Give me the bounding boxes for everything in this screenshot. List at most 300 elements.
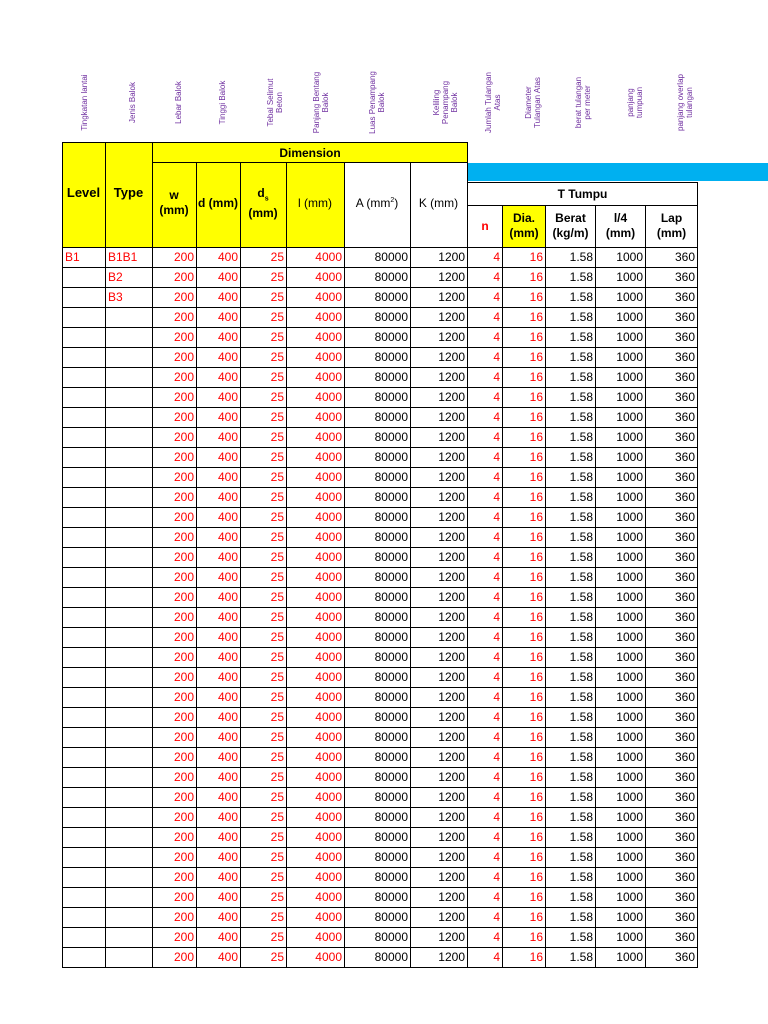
lap-cell[interactable]: 360: [646, 587, 698, 607]
l4-cell[interactable]: 1000: [596, 267, 646, 287]
berat-cell[interactable]: 1.58: [546, 387, 596, 407]
level-cell[interactable]: [63, 887, 106, 907]
type-cell[interactable]: [106, 887, 153, 907]
berat-cell[interactable]: 1.58: [546, 327, 596, 347]
K-cell[interactable]: 1200: [411, 287, 468, 307]
l-cell[interactable]: 4000: [287, 807, 345, 827]
lap-cell[interactable]: 360: [646, 907, 698, 927]
d-cell[interactable]: 400: [197, 427, 241, 447]
n-cell[interactable]: 4: [468, 327, 503, 347]
lap-cell[interactable]: 360: [646, 567, 698, 587]
dia-cell[interactable]: 16: [503, 947, 546, 967]
n-cell[interactable]: 4: [468, 247, 503, 267]
level-cell[interactable]: [63, 927, 106, 947]
A-cell[interactable]: 80000: [345, 767, 411, 787]
w-cell[interactable]: 200: [153, 367, 197, 387]
K-cell[interactable]: 1200: [411, 247, 468, 267]
berat-cell[interactable]: 1.58: [546, 787, 596, 807]
type-cell[interactable]: [106, 327, 153, 347]
ds-cell[interactable]: 25: [241, 627, 287, 647]
type-cell[interactable]: [106, 907, 153, 927]
l4-cell[interactable]: 1000: [596, 287, 646, 307]
ds-cell[interactable]: 25: [241, 827, 287, 847]
l4-cell[interactable]: 1000: [596, 707, 646, 727]
n-cell[interactable]: 4: [468, 887, 503, 907]
lap-cell[interactable]: 360: [646, 307, 698, 327]
A-cell[interactable]: 80000: [345, 647, 411, 667]
type-cell[interactable]: [106, 547, 153, 567]
lap-cell[interactable]: 360: [646, 767, 698, 787]
berat-cell[interactable]: 1.58: [546, 507, 596, 527]
dia-cell[interactable]: 16: [503, 747, 546, 767]
lap-cell[interactable]: 360: [646, 527, 698, 547]
ds-cell[interactable]: 25: [241, 587, 287, 607]
ds-cell[interactable]: 25: [241, 447, 287, 467]
A-cell[interactable]: 80000: [345, 247, 411, 267]
lap-cell[interactable]: 360: [646, 687, 698, 707]
dia-cell[interactable]: 16: [503, 347, 546, 367]
dia-cell[interactable]: 16: [503, 727, 546, 747]
K-cell[interactable]: 1200: [411, 767, 468, 787]
l-cell[interactable]: 4000: [287, 747, 345, 767]
d-cell[interactable]: 400: [197, 327, 241, 347]
l-cell[interactable]: 4000: [287, 847, 345, 867]
ds-cell[interactable]: 25: [241, 747, 287, 767]
level-cell[interactable]: [63, 327, 106, 347]
w-cell[interactable]: 200: [153, 787, 197, 807]
w-cell[interactable]: 200: [153, 587, 197, 607]
d-cell[interactable]: 400: [197, 707, 241, 727]
w-cell[interactable]: 200: [153, 807, 197, 827]
berat-cell[interactable]: 1.58: [546, 567, 596, 587]
berat-cell[interactable]: 1.58: [546, 807, 596, 827]
level-cell[interactable]: [63, 307, 106, 327]
dia-cell[interactable]: 16: [503, 827, 546, 847]
A-cell[interactable]: 80000: [345, 407, 411, 427]
level-cell[interactable]: [63, 467, 106, 487]
berat-cell[interactable]: 1.58: [546, 827, 596, 847]
lap-cell[interactable]: 360: [646, 707, 698, 727]
l4-cell[interactable]: 1000: [596, 767, 646, 787]
l-cell[interactable]: 4000: [287, 867, 345, 887]
l4-cell[interactable]: 1000: [596, 727, 646, 747]
d-cell[interactable]: 400: [197, 507, 241, 527]
dia-cell[interactable]: 16: [503, 707, 546, 727]
A-cell[interactable]: 80000: [345, 787, 411, 807]
l4-cell[interactable]: 1000: [596, 307, 646, 327]
A-cell[interactable]: 80000: [345, 687, 411, 707]
dia-cell[interactable]: 16: [503, 407, 546, 427]
l-cell[interactable]: 4000: [287, 367, 345, 387]
dia-cell[interactable]: 16: [503, 387, 546, 407]
dia-cell[interactable]: 16: [503, 447, 546, 467]
l4-cell[interactable]: 1000: [596, 787, 646, 807]
w-cell[interactable]: 200: [153, 447, 197, 467]
A-cell[interactable]: 80000: [345, 467, 411, 487]
berat-cell[interactable]: 1.58: [546, 727, 596, 747]
berat-cell[interactable]: 1.58: [546, 607, 596, 627]
l-cell[interactable]: 4000: [287, 787, 345, 807]
A-cell[interactable]: 80000: [345, 947, 411, 967]
l-cell[interactable]: 4000: [287, 387, 345, 407]
l-cell[interactable]: 4000: [287, 327, 345, 347]
A-cell[interactable]: 80000: [345, 587, 411, 607]
ds-cell[interactable]: 25: [241, 367, 287, 387]
w-cell[interactable]: 200: [153, 527, 197, 547]
lap-cell[interactable]: 360: [646, 287, 698, 307]
level-cell[interactable]: [63, 267, 106, 287]
ds-cell[interactable]: 25: [241, 527, 287, 547]
type-cell[interactable]: B3: [106, 287, 153, 307]
level-cell[interactable]: [63, 627, 106, 647]
n-cell[interactable]: 4: [468, 447, 503, 467]
type-cell[interactable]: [106, 507, 153, 527]
dia-cell[interactable]: 16: [503, 367, 546, 387]
level-cell[interactable]: [63, 827, 106, 847]
level-cell[interactable]: [63, 507, 106, 527]
l4-cell[interactable]: 1000: [596, 747, 646, 767]
berat-cell[interactable]: 1.58: [546, 447, 596, 467]
d-cell[interactable]: 400: [197, 607, 241, 627]
d-cell[interactable]: 400: [197, 527, 241, 547]
l4-cell[interactable]: 1000: [596, 887, 646, 907]
ds-cell[interactable]: 25: [241, 787, 287, 807]
ds-cell[interactable]: 25: [241, 387, 287, 407]
type-cell[interactable]: [106, 467, 153, 487]
l4-cell[interactable]: 1000: [596, 547, 646, 567]
berat-cell[interactable]: 1.58: [546, 367, 596, 387]
l-cell[interactable]: 4000: [287, 827, 345, 847]
K-cell[interactable]: 1200: [411, 847, 468, 867]
w-cell[interactable]: 200: [153, 547, 197, 567]
A-cell[interactable]: 80000: [345, 527, 411, 547]
type-cell[interactable]: [106, 587, 153, 607]
level-cell[interactable]: [63, 607, 106, 627]
level-cell[interactable]: [63, 787, 106, 807]
n-cell[interactable]: 4: [468, 347, 503, 367]
l-cell[interactable]: 4000: [287, 547, 345, 567]
ds-cell[interactable]: 25: [241, 507, 287, 527]
type-cell[interactable]: [106, 447, 153, 467]
l4-cell[interactable]: 1000: [596, 487, 646, 507]
l-cell[interactable]: 4000: [287, 667, 345, 687]
K-cell[interactable]: 1200: [411, 467, 468, 487]
dia-cell[interactable]: 16: [503, 907, 546, 927]
berat-cell[interactable]: 1.58: [546, 687, 596, 707]
n-cell[interactable]: 4: [468, 507, 503, 527]
lap-cell[interactable]: 360: [646, 827, 698, 847]
d-cell[interactable]: 400: [197, 847, 241, 867]
w-cell[interactable]: 200: [153, 867, 197, 887]
d-cell[interactable]: 400: [197, 287, 241, 307]
l-cell[interactable]: 4000: [287, 347, 345, 367]
l-cell[interactable]: 4000: [287, 447, 345, 467]
w-cell[interactable]: 200: [153, 307, 197, 327]
A-cell[interactable]: 80000: [345, 707, 411, 727]
l-cell[interactable]: 4000: [287, 607, 345, 627]
lap-cell[interactable]: 360: [646, 747, 698, 767]
K-cell[interactable]: 1200: [411, 347, 468, 367]
l4-cell[interactable]: 1000: [596, 827, 646, 847]
K-cell[interactable]: 1200: [411, 907, 468, 927]
lap-cell[interactable]: 360: [646, 607, 698, 627]
K-cell[interactable]: 1200: [411, 827, 468, 847]
n-cell[interactable]: 4: [468, 607, 503, 627]
l4-cell[interactable]: 1000: [596, 407, 646, 427]
berat-cell[interactable]: 1.58: [546, 307, 596, 327]
n-cell[interactable]: 4: [468, 367, 503, 387]
A-cell[interactable]: 80000: [345, 327, 411, 347]
berat-cell[interactable]: 1.58: [546, 887, 596, 907]
ds-cell[interactable]: 25: [241, 807, 287, 827]
w-cell[interactable]: 200: [153, 747, 197, 767]
n-cell[interactable]: 4: [468, 287, 503, 307]
w-cell[interactable]: 200: [153, 907, 197, 927]
d-cell[interactable]: 400: [197, 627, 241, 647]
n-cell[interactable]: 4: [468, 787, 503, 807]
K-cell[interactable]: 1200: [411, 667, 468, 687]
w-cell[interactable]: 200: [153, 947, 197, 967]
l-cell[interactable]: 4000: [287, 567, 345, 587]
l4-cell[interactable]: 1000: [596, 427, 646, 447]
d-cell[interactable]: 400: [197, 247, 241, 267]
w-cell[interactable]: 200: [153, 627, 197, 647]
level-cell[interactable]: [63, 387, 106, 407]
berat-cell[interactable]: 1.58: [546, 487, 596, 507]
l4-cell[interactable]: 1000: [596, 347, 646, 367]
A-cell[interactable]: 80000: [345, 927, 411, 947]
dia-cell[interactable]: 16: [503, 667, 546, 687]
dia-cell[interactable]: 16: [503, 867, 546, 887]
type-cell[interactable]: [106, 747, 153, 767]
ds-cell[interactable]: 25: [241, 287, 287, 307]
l4-cell[interactable]: 1000: [596, 327, 646, 347]
K-cell[interactable]: 1200: [411, 427, 468, 447]
w-cell[interactable]: 200: [153, 647, 197, 667]
level-cell[interactable]: [63, 407, 106, 427]
lap-cell[interactable]: 360: [646, 467, 698, 487]
K-cell[interactable]: 1200: [411, 687, 468, 707]
A-cell[interactable]: 80000: [345, 607, 411, 627]
l-cell[interactable]: 4000: [287, 267, 345, 287]
l-cell[interactable]: 4000: [287, 707, 345, 727]
ds-cell[interactable]: 25: [241, 347, 287, 367]
A-cell[interactable]: 80000: [345, 907, 411, 927]
level-cell[interactable]: [63, 707, 106, 727]
n-cell[interactable]: 4: [468, 687, 503, 707]
l-cell[interactable]: 4000: [287, 467, 345, 487]
w-cell[interactable]: 200: [153, 347, 197, 367]
berat-cell[interactable]: 1.58: [546, 467, 596, 487]
n-cell[interactable]: 4: [468, 527, 503, 547]
K-cell[interactable]: 1200: [411, 327, 468, 347]
level-cell[interactable]: [63, 727, 106, 747]
berat-cell[interactable]: 1.58: [546, 947, 596, 967]
type-cell[interactable]: [106, 707, 153, 727]
d-cell[interactable]: 400: [197, 667, 241, 687]
level-cell[interactable]: [63, 947, 106, 967]
type-cell[interactable]: [106, 627, 153, 647]
dia-cell[interactable]: 16: [503, 307, 546, 327]
l4-cell[interactable]: 1000: [596, 507, 646, 527]
l-cell[interactable]: 4000: [287, 947, 345, 967]
d-cell[interactable]: 400: [197, 267, 241, 287]
l-cell[interactable]: 4000: [287, 587, 345, 607]
dia-cell[interactable]: 16: [503, 927, 546, 947]
dia-cell[interactable]: 16: [503, 627, 546, 647]
dia-cell[interactable]: 16: [503, 427, 546, 447]
ds-cell[interactable]: 25: [241, 707, 287, 727]
dia-cell[interactable]: 16: [503, 767, 546, 787]
l4-cell[interactable]: 1000: [596, 247, 646, 267]
l-cell[interactable]: 4000: [287, 727, 345, 747]
A-cell[interactable]: 80000: [345, 747, 411, 767]
l-cell[interactable]: 4000: [287, 927, 345, 947]
l-cell[interactable]: 4000: [287, 407, 345, 427]
l4-cell[interactable]: 1000: [596, 607, 646, 627]
d-cell[interactable]: 400: [197, 827, 241, 847]
ds-cell[interactable]: 25: [241, 947, 287, 967]
l-cell[interactable]: 4000: [287, 307, 345, 327]
n-cell[interactable]: 4: [468, 707, 503, 727]
l-cell[interactable]: 4000: [287, 427, 345, 447]
level-cell[interactable]: [63, 287, 106, 307]
dia-cell[interactable]: 16: [503, 527, 546, 547]
lap-cell[interactable]: 360: [646, 807, 698, 827]
ds-cell[interactable]: 25: [241, 547, 287, 567]
berat-cell[interactable]: 1.58: [546, 627, 596, 647]
type-cell[interactable]: [106, 487, 153, 507]
type-cell[interactable]: [106, 527, 153, 547]
l-cell[interactable]: 4000: [287, 487, 345, 507]
n-cell[interactable]: 4: [468, 407, 503, 427]
berat-cell[interactable]: 1.58: [546, 267, 596, 287]
K-cell[interactable]: 1200: [411, 487, 468, 507]
ds-cell[interactable]: 25: [241, 767, 287, 787]
n-cell[interactable]: 4: [468, 387, 503, 407]
n-cell[interactable]: 4: [468, 667, 503, 687]
dia-cell[interactable]: 16: [503, 247, 546, 267]
ds-cell[interactable]: 25: [241, 847, 287, 867]
ds-cell[interactable]: 25: [241, 247, 287, 267]
type-cell[interactable]: [106, 787, 153, 807]
dia-cell[interactable]: 16: [503, 807, 546, 827]
A-cell[interactable]: 80000: [345, 507, 411, 527]
w-cell[interactable]: 200: [153, 727, 197, 747]
n-cell[interactable]: 4: [468, 907, 503, 927]
berat-cell[interactable]: 1.58: [546, 767, 596, 787]
d-cell[interactable]: 400: [197, 787, 241, 807]
K-cell[interactable]: 1200: [411, 927, 468, 947]
A-cell[interactable]: 80000: [345, 627, 411, 647]
lap-cell[interactable]: 360: [646, 247, 698, 267]
level-cell[interactable]: [63, 907, 106, 927]
l4-cell[interactable]: 1000: [596, 667, 646, 687]
type-cell[interactable]: [106, 307, 153, 327]
level-cell[interactable]: [63, 527, 106, 547]
K-cell[interactable]: 1200: [411, 647, 468, 667]
d-cell[interactable]: 400: [197, 307, 241, 327]
K-cell[interactable]: 1200: [411, 387, 468, 407]
type-cell[interactable]: [106, 827, 153, 847]
w-cell[interactable]: 200: [153, 567, 197, 587]
A-cell[interactable]: 80000: [345, 447, 411, 467]
lap-cell[interactable]: 360: [646, 347, 698, 367]
type-cell[interactable]: [106, 347, 153, 367]
n-cell[interactable]: 4: [468, 647, 503, 667]
A-cell[interactable]: 80000: [345, 267, 411, 287]
berat-cell[interactable]: 1.58: [546, 907, 596, 927]
dia-cell[interactable]: 16: [503, 887, 546, 907]
l4-cell[interactable]: 1000: [596, 467, 646, 487]
lap-cell[interactable]: 360: [646, 787, 698, 807]
berat-cell[interactable]: 1.58: [546, 407, 596, 427]
d-cell[interactable]: 400: [197, 587, 241, 607]
A-cell[interactable]: 80000: [345, 547, 411, 567]
level-cell[interactable]: [63, 767, 106, 787]
level-cell[interactable]: [63, 867, 106, 887]
dia-cell[interactable]: 16: [503, 647, 546, 667]
n-cell[interactable]: 4: [468, 927, 503, 947]
n-cell[interactable]: 4: [468, 947, 503, 967]
A-cell[interactable]: 80000: [345, 667, 411, 687]
l-cell[interactable]: 4000: [287, 627, 345, 647]
l4-cell[interactable]: 1000: [596, 647, 646, 667]
d-cell[interactable]: 400: [197, 687, 241, 707]
n-cell[interactable]: 4: [468, 867, 503, 887]
n-cell[interactable]: 4: [468, 847, 503, 867]
dia-cell[interactable]: 16: [503, 787, 546, 807]
A-cell[interactable]: 80000: [345, 727, 411, 747]
ds-cell[interactable]: 25: [241, 487, 287, 507]
level-cell[interactable]: [63, 367, 106, 387]
A-cell[interactable]: 80000: [345, 487, 411, 507]
type-cell[interactable]: [106, 367, 153, 387]
n-cell[interactable]: 4: [468, 727, 503, 747]
lap-cell[interactable]: 360: [646, 487, 698, 507]
d-cell[interactable]: 400: [197, 927, 241, 947]
berat-cell[interactable]: 1.58: [546, 747, 596, 767]
ds-cell[interactable]: 25: [241, 927, 287, 947]
ds-cell[interactable]: 25: [241, 267, 287, 287]
A-cell[interactable]: 80000: [345, 287, 411, 307]
l4-cell[interactable]: 1000: [596, 627, 646, 647]
n-cell[interactable]: 4: [468, 467, 503, 487]
berat-cell[interactable]: 1.58: [546, 647, 596, 667]
d-cell[interactable]: 400: [197, 887, 241, 907]
l4-cell[interactable]: 1000: [596, 867, 646, 887]
level-cell[interactable]: [63, 447, 106, 467]
l4-cell[interactable]: 1000: [596, 907, 646, 927]
dia-cell[interactable]: 16: [503, 507, 546, 527]
d-cell[interactable]: 400: [197, 807, 241, 827]
d-cell[interactable]: 400: [197, 867, 241, 887]
lap-cell[interactable]: 360: [646, 547, 698, 567]
lap-cell[interactable]: 360: [646, 847, 698, 867]
type-cell[interactable]: [106, 387, 153, 407]
level-cell[interactable]: [63, 487, 106, 507]
ds-cell[interactable]: 25: [241, 407, 287, 427]
d-cell[interactable]: 400: [197, 547, 241, 567]
l-cell[interactable]: 4000: [287, 507, 345, 527]
A-cell[interactable]: 80000: [345, 867, 411, 887]
d-cell[interactable]: 400: [197, 487, 241, 507]
lap-cell[interactable]: 360: [646, 667, 698, 687]
A-cell[interactable]: 80000: [345, 887, 411, 907]
K-cell[interactable]: 1200: [411, 447, 468, 467]
lap-cell[interactable]: 360: [646, 927, 698, 947]
w-cell[interactable]: 200: [153, 767, 197, 787]
